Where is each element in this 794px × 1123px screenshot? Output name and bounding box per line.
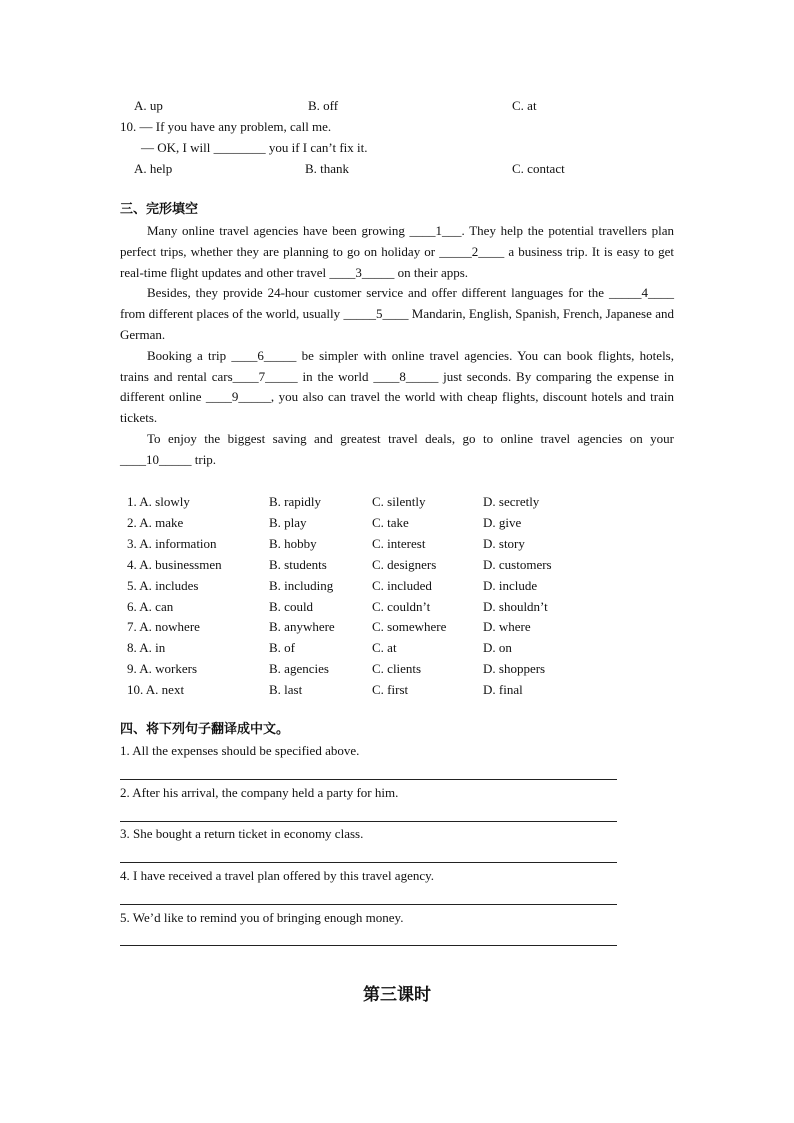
cloze-paragraph: To enjoy the biggest saving and greatest travel deals, go to online travel agencies on your ____10_____ trip. bbox=[120, 430, 674, 467]
q9-option-b: B. off bbox=[308, 98, 339, 113]
cloze-paragraph: Booking a trip ____6_____ be simpler with online travel agencies. You can book flights, hotels, trains and rental cars____7_____ in the world ____8_____ just seconds. By comparing the expense in different online ____9_____, you also can travel the world with cheap flights, discount hotels and train tickets. bbox=[120, 347, 674, 426]
choice-option: 3. A. information bbox=[127, 536, 217, 551]
choice-option: 5. A. includes bbox=[127, 578, 199, 593]
choice-option: D. final bbox=[483, 682, 523, 697]
choice-option: C. take bbox=[372, 515, 409, 530]
choice-option: B. of bbox=[269, 640, 295, 655]
q10-option-c: C. contact bbox=[512, 161, 565, 176]
choice-option: B. play bbox=[269, 515, 307, 530]
choice-option: C. silently bbox=[372, 494, 426, 509]
choice-option: 4. A. businessmen bbox=[127, 557, 222, 572]
q10-reply: — OK, I will ________ you if I can’t fix it. bbox=[141, 140, 368, 155]
choice-option: 2. A. make bbox=[127, 515, 184, 530]
translation-sentence-5: 5. We’d like to remind you of bringing enough money. bbox=[120, 910, 404, 925]
q10-prompt: 10. — If you have any problem, call me. bbox=[120, 119, 332, 134]
choice-option: B. could bbox=[269, 599, 314, 614]
choice-option: B. hobby bbox=[269, 536, 317, 551]
choice-option: 7. A. nowhere bbox=[127, 619, 200, 634]
choice-option: C. designers bbox=[372, 557, 437, 572]
q9-option-a: A. up bbox=[134, 98, 163, 113]
choice-option: D. secretly bbox=[483, 494, 540, 509]
choice-option: D. shoppers bbox=[483, 661, 546, 676]
choice-option: C. at bbox=[372, 640, 397, 655]
cloze-paragraph: Many online travel agencies have been growing ____1___. They help the potential travellers plan perfect trips, whether they are planning to go on holiday or _____2____ a business trip. It is easy to get real-time flight updates and other travel ____3_____ on their apps. bbox=[120, 223, 674, 280]
translation-sentence-1: 1. All the expenses should be specified above. bbox=[120, 743, 360, 758]
choice-option: D. give bbox=[483, 515, 522, 530]
choice-option: C. somewhere bbox=[372, 619, 447, 634]
cloze-passage bbox=[120, 221, 674, 471]
translation-sentence-3: 3. She bought a return ticket in economy class. bbox=[120, 826, 364, 841]
cloze-paragraph: Besides, they provide 24-hour customer service and offer different languages for the _____4____ from different places of the world, usually _____5____ Mandarin, English, Spanish, French, Japanese and German. bbox=[120, 285, 674, 342]
answer-line-1[interactable] bbox=[120, 779, 617, 780]
choice-option: D. where bbox=[483, 619, 531, 634]
q9-option-c: C. at bbox=[512, 98, 537, 113]
choice-option: C. interest bbox=[372, 536, 426, 551]
translation-sentence-4: 4. I have received a travel plan offered by this travel agency. bbox=[120, 868, 435, 883]
choice-option: C. couldn’t bbox=[372, 599, 431, 614]
answer-line-4[interactable] bbox=[120, 904, 617, 905]
choice-option: D. story bbox=[483, 536, 525, 551]
answer-line-2[interactable] bbox=[120, 821, 617, 822]
choice-option: D. customers bbox=[483, 557, 552, 572]
choice-option: B. agencies bbox=[269, 661, 329, 676]
choice-option: D. shouldn’t bbox=[483, 599, 548, 614]
choice-option: B. students bbox=[269, 557, 327, 572]
answer-line-3[interactable] bbox=[120, 862, 617, 863]
choice-option: 10. A. next bbox=[127, 682, 185, 697]
lesson-title: 第三课时 bbox=[363, 985, 431, 1005]
choice-option: B. including bbox=[269, 578, 334, 593]
choice-option: C. clients bbox=[372, 661, 422, 676]
section4-title: 四、将下列句子翻译成中文。 bbox=[120, 722, 290, 737]
translation-sentence-2: 2. After his arrival, the company held a party for him. bbox=[120, 785, 399, 800]
choice-option: D. include bbox=[483, 578, 538, 593]
choice-option: D. on bbox=[483, 640, 512, 655]
choice-option: B. rapidly bbox=[269, 494, 321, 509]
answer-line-5[interactable] bbox=[120, 945, 617, 946]
choice-option: 1. A. slowly bbox=[127, 494, 190, 509]
choice-option: B. last bbox=[269, 682, 303, 697]
choice-option: B. anywhere bbox=[269, 619, 335, 634]
q10-option-a: A. help bbox=[134, 161, 173, 176]
choice-option: 9. A. workers bbox=[127, 661, 198, 676]
choice-option: 6. A. can bbox=[127, 599, 174, 614]
choice-option: 8. A. in bbox=[127, 640, 166, 655]
q10-option-b: B. thank bbox=[305, 161, 350, 176]
choice-option: C. first bbox=[372, 682, 409, 697]
choice-option: C. included bbox=[372, 578, 432, 593]
section3-title: 三、完形填空 bbox=[120, 202, 199, 217]
